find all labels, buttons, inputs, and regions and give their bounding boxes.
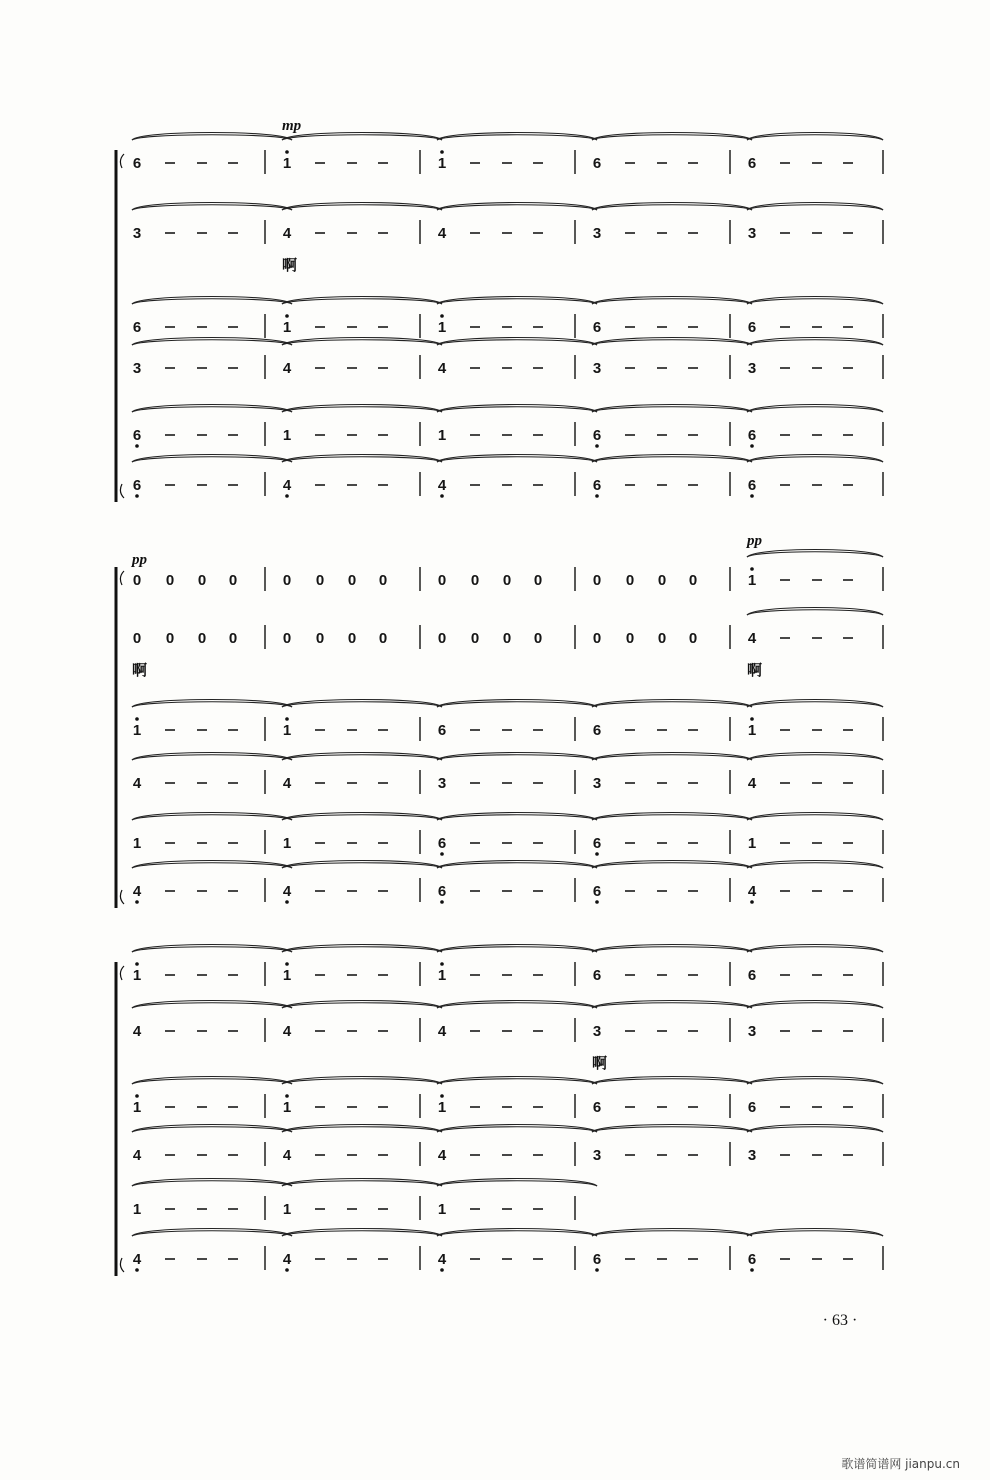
tie-slur [592,863,752,868]
note-digit: 3 [592,1023,602,1040]
note-digit: 3 [437,775,447,792]
tie-slur [132,135,292,140]
octave-up-dot [285,1094,289,1098]
note-digit: 1 [282,722,292,739]
octave-up-dot [440,962,444,966]
note-digit: 0 [282,630,292,647]
note-digit: 3 [747,1147,757,1164]
note-digit: 6 [132,427,142,444]
note-digit: 1 [437,319,447,336]
note-digit: 1 [437,1099,447,1116]
note-digit: 0 [347,572,357,589]
note-digit: 0 [470,572,480,589]
tie-slur [747,205,883,210]
note-digit: 1 [282,835,292,852]
octave-up-dot [750,717,754,721]
note-digit: 6 [747,1251,757,1268]
tie-slur [747,947,883,952]
note-digit: 3 [132,225,142,242]
tie-slur [437,1079,597,1084]
note-digit: 6 [437,883,447,900]
note-digit: 0 [592,572,602,589]
note-digit: 6 [592,967,602,984]
tie-slur [132,1003,292,1008]
octave-down-dot [750,444,754,448]
tie-slur [592,135,752,140]
tie-slur [747,610,883,615]
tie-slur [592,299,752,304]
tie-slur [592,1127,752,1132]
octave-down-dot [135,494,139,498]
note-digit: 3 [132,360,142,377]
tie-slur [592,1003,752,1008]
tie-slur [592,205,752,210]
note-digit: 4 [747,883,757,900]
note-digit: 4 [132,883,142,900]
note-digit: 0 [197,630,207,647]
note-digit: 0 [228,572,238,589]
tie-slur [747,1003,883,1008]
octave-down-dot [285,1268,289,1272]
system-brace [120,571,124,904]
octave-up-dot [135,962,139,966]
note-digit: 3 [592,775,602,792]
note-digit: 0 [688,630,698,647]
octave-down-dot [440,1268,444,1272]
note-digit: 0 [502,630,512,647]
tie-slur [132,205,292,210]
octave-down-dot [595,494,599,498]
note-digit: 0 [197,572,207,589]
note-digit: 0 [282,572,292,589]
note-digit: 0 [315,630,325,647]
tie-slur [132,1127,292,1132]
tie-slur [747,135,883,140]
tie-slur [132,340,292,345]
tie-slur [282,1181,442,1186]
tie-slur [132,755,292,760]
note-digit: 1 [132,1201,142,1218]
tie-slur [282,407,442,412]
tie-slur [747,815,883,820]
note-digit: 0 [378,630,388,647]
note-digit: 3 [592,225,602,242]
note-digit: 0 [165,630,175,647]
tie-slur [592,340,752,345]
note-digit: 1 [747,572,757,589]
note-digit: 6 [592,1099,602,1116]
note-digit: 0 [657,630,667,647]
tie-slur [592,1079,752,1084]
note-digit: 4 [282,1147,292,1164]
dynamic-marking: pp [132,552,147,568]
note-digit: 0 [688,572,698,589]
octave-down-dot [285,900,289,904]
octave-up-dot [135,717,139,721]
note-digit: 1 [437,427,447,444]
note-digit: 4 [132,1023,142,1040]
note-digit: 0 [502,572,512,589]
dynamic-marking: pp [747,533,762,549]
tie-slur [132,1079,292,1084]
note-digit: 1 [282,427,292,444]
tie-slur [437,863,597,868]
note-digit: 6 [592,477,602,494]
note-digit: 4 [437,360,447,377]
tie-slur [282,702,442,707]
octave-down-dot [750,900,754,904]
tie-slur [437,407,597,412]
octave-down-dot [595,444,599,448]
lyric-syllable: 啊 [282,256,298,274]
tie-slur [282,135,442,140]
note-digit: 0 [132,572,142,589]
note-digit: 4 [437,1147,447,1164]
note-digit: 3 [592,1147,602,1164]
note-digit: 6 [592,835,602,852]
tie-slur [747,755,883,760]
tie-slur [132,1181,292,1186]
octave-up-dot [135,1094,139,1098]
note-digit: 4 [282,477,292,494]
note-digit: 0 [657,572,667,589]
note-digit: 0 [533,572,543,589]
tie-slur [437,205,597,210]
system-brace [120,154,124,498]
note-digit: 0 [625,572,635,589]
tie-slur [437,755,597,760]
note-digit: 1 [282,155,292,172]
octave-up-dot [440,1094,444,1098]
tie-slur [592,815,752,820]
note-digit: 6 [437,835,447,852]
tie-slur [747,299,883,304]
note-digit: 4 [282,360,292,377]
octave-down-dot [750,494,754,498]
page-number: · 63 · [822,1312,858,1329]
tie-slur [437,340,597,345]
note-digit: 4 [132,1251,142,1268]
note-digit: 0 [437,572,447,589]
tie-slur [132,407,292,412]
tie-slur [282,755,442,760]
tie-slur [437,947,597,952]
tie-slur [592,457,752,462]
tie-slur [592,1231,752,1236]
tie-slur [592,702,752,707]
note-digit: 0 [165,572,175,589]
tie-slur [132,1231,292,1236]
note-digit: 4 [437,1251,447,1268]
note-digit: 4 [282,775,292,792]
tie-slur [282,205,442,210]
tie-slur [132,947,292,952]
note-digit: 1 [282,1201,292,1218]
tie-slur [132,863,292,868]
note-digit: 6 [437,722,447,739]
note-digit: 4 [132,775,142,792]
lyric-syllable: 啊 [132,661,148,679]
note-digit: 0 [533,630,543,647]
note-digit: 1 [132,1099,142,1116]
tie-slur [282,1079,442,1084]
octave-down-dot [285,494,289,498]
octave-down-dot [440,494,444,498]
octave-up-dot [285,150,289,154]
note-digit: 3 [747,1023,757,1040]
tie-slur [437,299,597,304]
tie-slur [282,1127,442,1132]
tie-slur [132,702,292,707]
note-digit: 1 [747,835,757,852]
tie-slur [437,1003,597,1008]
note-digit: 0 [592,630,602,647]
note-digit: 0 [315,572,325,589]
note-digit: 6 [747,967,757,984]
octave-down-dot [440,900,444,904]
octave-down-dot [595,852,599,856]
note-digit: 0 [437,630,447,647]
note-digit: 1 [437,155,447,172]
note-digit: 6 [747,1099,757,1116]
octave-down-dot [750,1268,754,1272]
lyric-syllable: 啊 [747,661,763,679]
tie-slur [592,947,752,952]
note-digit: 4 [282,225,292,242]
note-digit: 1 [132,967,142,984]
note-digit: 4 [437,225,447,242]
tie-slur [437,702,597,707]
note-digit: 1 [282,967,292,984]
note-digit: 1 [282,1099,292,1116]
tie-slur [747,340,883,345]
note-digit: 1 [282,319,292,336]
tie-slur [282,457,442,462]
tie-slur [437,1181,597,1186]
note-digit: 3 [747,360,757,377]
octave-down-dot [595,900,599,904]
tie-slur [282,815,442,820]
note-digit: 3 [592,360,602,377]
tie-slur [592,755,752,760]
note-digit: 6 [592,319,602,336]
note-digit: 6 [132,155,142,172]
note-digit: 6 [592,1251,602,1268]
note-digit: 1 [132,835,142,852]
note-digit: 1 [747,722,757,739]
note-digit: 0 [132,630,142,647]
tie-slur [282,863,442,868]
note-digit: 6 [747,319,757,336]
octave-down-dot [135,900,139,904]
octave-up-dot [285,717,289,721]
note-digit: 6 [132,319,142,336]
note-digit: 6 [592,722,602,739]
octave-down-dot [135,1268,139,1272]
tie-slur [282,1231,442,1236]
note-digit: 0 [347,630,357,647]
octave-up-dot [285,962,289,966]
tie-slur [132,457,292,462]
tie-slur [282,299,442,304]
tie-slur [132,299,292,304]
tie-slur [747,457,883,462]
note-digit: 4 [437,1023,447,1040]
note-digit: 6 [592,427,602,444]
watermark: 歌谱简谱网 jianpu.cn [841,1457,960,1471]
lyric-syllable: 啊 [592,1054,608,1072]
note-digit: 3 [747,225,757,242]
note-digit: 6 [592,155,602,172]
note-digit: 0 [470,630,480,647]
note-digit: 4 [747,630,757,647]
tie-slur [747,1079,883,1084]
tie-slur [437,1127,597,1132]
tie-slur [132,815,292,820]
tie-slur [747,1231,883,1236]
system-brace [120,966,124,1272]
tie-slur [282,1003,442,1008]
note-digit: 4 [747,775,757,792]
tie-slur [747,863,883,868]
note-digit: 4 [132,1147,142,1164]
note-digit: 6 [132,477,142,494]
tie-slur [747,552,883,557]
octave-up-dot [750,567,754,571]
dynamic-marking: mp [282,118,302,134]
octave-up-dot [440,150,444,154]
note-digit: 0 [228,630,238,647]
tie-slur [592,407,752,412]
octave-down-dot [440,852,444,856]
octave-up-dot [285,314,289,318]
note-digit: 1 [132,722,142,739]
octave-down-dot [595,1268,599,1272]
note-digit: 1 [437,967,447,984]
note-digit: 4 [282,883,292,900]
tie-slur [282,340,442,345]
tie-slur [747,407,883,412]
note-digit: 1 [437,1201,447,1218]
tie-slur [437,135,597,140]
note-digit: 4 [437,477,447,494]
note-digit: 0 [378,572,388,589]
note-digit: 4 [282,1023,292,1040]
note-digit: 4 [282,1251,292,1268]
note-digit: 6 [592,883,602,900]
tie-slur [282,947,442,952]
tie-slur [437,1231,597,1236]
note-digit: 0 [625,630,635,647]
tie-slur [747,1127,883,1132]
tie-slur [437,815,597,820]
note-digit: 6 [747,477,757,494]
octave-down-dot [135,444,139,448]
note-digit: 6 [747,155,757,172]
octave-up-dot [440,314,444,318]
tie-slur [437,457,597,462]
note-digit: 6 [747,427,757,444]
tie-slur [747,702,883,707]
